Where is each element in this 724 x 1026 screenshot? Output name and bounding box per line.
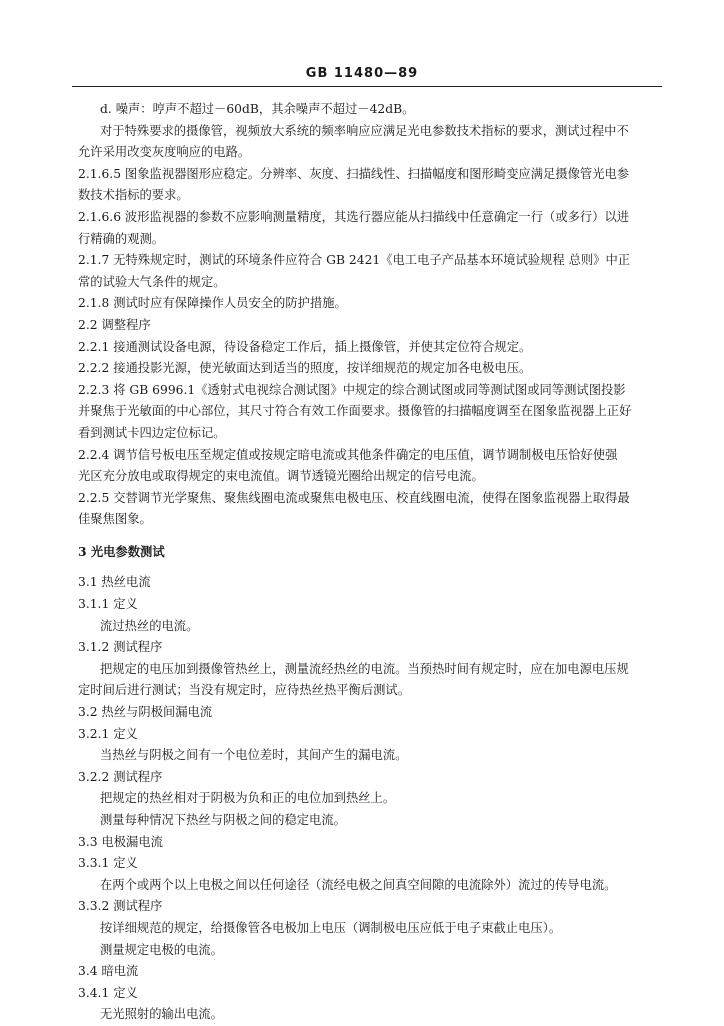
text-line: 行精确的观测。: [78, 231, 165, 246]
section-gap: [78, 562, 658, 572]
text-line: 并聚焦于光敏面的中心部位，其尺寸符合有效工作面要求。摄像管的扫描幅度调至在图象监视器上正好: [78, 404, 632, 419]
text-line: 3.3.2 测试程序: [78, 899, 163, 914]
text-line: 测量每种情况下热丝与阴极之间的稳定电流。: [100, 813, 346, 827]
text-line: 3.1 热丝电流: [78, 575, 151, 590]
text-line: 把规定的电压加到摄像管热丝上，测量流经热丝的电流。当预热时间有规定时，应在加电源电压规: [100, 661, 629, 676]
text-line: 在两个或两个以上电极之间以任何途径（流经电极之间真空间隙的电流除外）流过的传导电流。: [100, 877, 617, 892]
text-line: 2.2.5 交替调节光学聚焦、聚焦线圈电流或聚焦电极电压、校直线圈电流，使得在图象监视器上取得最: [78, 490, 630, 505]
text-line: 3.2 热丝与阴极间漏电流: [78, 705, 213, 720]
text-line: 允许采用改变灰度响应的电路。: [78, 145, 251, 160]
standard-number-header: GB 11480—89: [305, 66, 419, 81]
text-line: 3.2.2 测试程序: [78, 769, 163, 784]
document-body: [78, 99, 658, 1026]
text-line: 常的试验大气条件的规定。: [78, 274, 226, 289]
text-line: 佳聚焦图象。: [78, 512, 152, 527]
text-line: 2.1.6.6 波形监视器的参数不应影响测量精度，其选行器应能从扫描线中任意确定一行（或多行）以进: [78, 209, 630, 224]
text-line: 数技术指标的要求。: [78, 188, 189, 203]
text-line: 测量规定电极的电流。: [100, 942, 223, 957]
text-line: 2.2.4 调节信号板电压至规定值或按规定暗电流或其他条件确定的电压值，调节调制极电压恰好使强: [78, 447, 618, 462]
text-line: 3.2.1 定义: [78, 726, 138, 741]
text-line: 无光照射的输出电流。: [100, 1007, 223, 1022]
text-line: 定时间后进行测试；当没有规定时，应待热丝热平衡后测试。: [78, 683, 411, 698]
text-line: 3.3.1 定义: [78, 856, 138, 871]
text-line: 2.2.3 将 GB 6996.1《透射式电视综合测试图》中规定的综合测试图或同等测试图或同等测试图投影: [78, 382, 626, 397]
text-line: 流过热丝的电流。: [100, 618, 199, 633]
text-line: 3.4 暗电流: [78, 964, 139, 979]
header-rule: [72, 86, 662, 87]
text-line: 2.2.2 接通投影光源，使光敏面达到适当的照度，按详细规范的规定加各电极电压。: [78, 361, 532, 376]
text-line: 2.2 调整程序: [78, 317, 151, 332]
text-line: d. 噪声：哼声不超过－60dB，其余噪声不超过－42dB。: [100, 102, 415, 116]
text-line: 光区充分放电或取得规定的束电流值。调节透镜光圈给出规定的信号电流。: [78, 469, 484, 484]
text-line: 当热丝与阴极之间有一个电位差时，其间产生的漏电流。: [100, 748, 408, 763]
text-line: 2.2.1 接通测试设备电源，待设备稳定工作后，插上摄像管，并使其定位符合规定。: [78, 339, 532, 354]
text-line: 3 光电参数测试: [78, 543, 165, 559]
text-line: 3.3 电极漏电流: [78, 834, 163, 849]
text-line: 3.1.2 测试程序: [78, 640, 163, 655]
text-line: 按详细规范的规定，给摄像管各电极加上电压（调制极电压应低于电子束截止电压）。: [100, 920, 562, 935]
text-line: 看到测试卡四边定位标记。: [78, 425, 226, 440]
text-line: 2.1.6.5 图象监视器图形应稳定。分辨率、灰度、扫描线性、扫描幅度和图形畸变应满足摄像管光电参: [78, 166, 630, 181]
text-line: 对于特殊要求的摄像管，视频放大系统的频率响应应满足光电参数技术指标的要求，测试过程中不: [100, 123, 629, 138]
text-line: 2.1.8 测试时应有保障操作人员安全的防护措施。: [78, 296, 347, 311]
text-line: 3.1.1 定义: [78, 597, 138, 612]
text-line: 3.4.1 定义: [78, 985, 138, 1000]
text-line: 2.1.7 无特殊规定时，测试的环境条件应符合 GB 2421《电工电子产品基本环境试验规程 总则》中正: [78, 253, 631, 268]
section-gap: [78, 531, 658, 541]
text-line: 把规定的热丝相对于阴极为负和正的电位加到热丝上。: [100, 791, 396, 806]
